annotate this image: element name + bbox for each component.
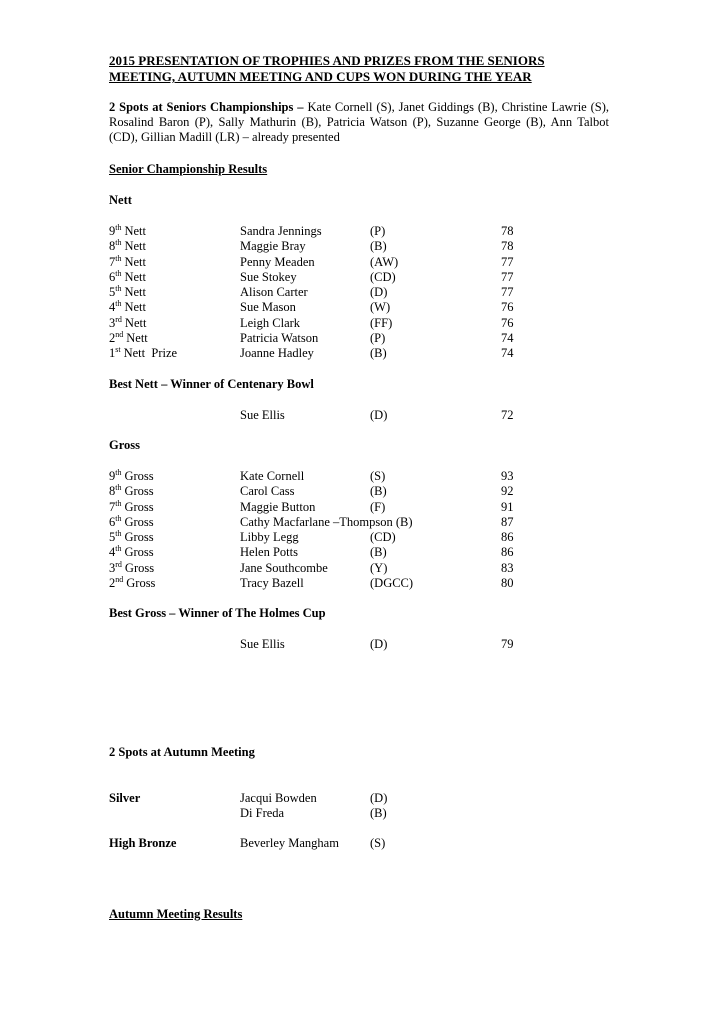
gross-player-name: Libby Legg (240, 530, 299, 545)
nett-club: (W) (370, 300, 391, 315)
nett-heading: Nett (109, 193, 132, 207)
document-title: 2015 PRESENTATION OF TROPHIES AND PRIZES FROM THE SENIORS MEETING, AUTUMN MEETING AND CUPS WON DURING THE YEAR (109, 53, 545, 84)
autumn-results-heading: Autumn Meeting Results (109, 906, 243, 921)
nett-score: 77 (501, 285, 514, 300)
best-nett-name: Sue Ellis (240, 407, 285, 422)
nett-position: 9th Nett (109, 222, 147, 238)
silver-label: Silver (109, 790, 141, 805)
gross-score: 92 (501, 484, 514, 499)
nett-score: 76 (501, 315, 514, 330)
best-nett-club: (D) (370, 407, 388, 422)
nett-player-name: Patricia Watson (240, 331, 319, 346)
nett-club: (B) (370, 346, 387, 361)
gross-player-name: Helen Potts (240, 545, 298, 560)
nett-row (109, 239, 609, 254)
nett-row (109, 346, 609, 361)
silver-row-2 (109, 806, 609, 821)
gross-club: (CD) (370, 530, 396, 545)
gross-player-name: Carol Cass (240, 484, 295, 499)
best-nett-row (109, 408, 609, 423)
best-gross-name: Sue Ellis (240, 637, 285, 652)
gross-club: (DGCC) (370, 576, 414, 591)
gross-score: 86 (501, 545, 514, 560)
nett-club: (P) (370, 331, 386, 346)
gross-position: 6th Gross (109, 513, 154, 529)
gross-row (109, 530, 609, 545)
senior-results-heading: Senior Championship Results (109, 162, 268, 176)
gross-score: 87 (501, 514, 514, 529)
nett-player-name: Sue Mason (240, 300, 296, 315)
gross-player-name: Jane Southcombe (240, 560, 328, 575)
gross-player-name: Kate Cornell (240, 468, 305, 483)
nett-score: 78 (501, 224, 514, 238)
gross-club: (F) (370, 499, 386, 514)
gross-row (109, 545, 609, 560)
silver-row-1 (109, 791, 609, 806)
gross-position: 4th Gross (109, 544, 154, 560)
gross-player-name: Tracy Bazell (240, 576, 304, 591)
gross-row (109, 484, 609, 499)
best-nett-score: 72 (501, 407, 514, 422)
gross-score: 86 (501, 530, 514, 545)
nett-table (109, 224, 609, 362)
gross-club: (Y) (370, 560, 388, 575)
nett-player-name: Penny Meaden (240, 254, 315, 269)
gross-position: 9th Gross (109, 467, 154, 483)
nett-club: (B) (370, 239, 387, 254)
nett-position: 3rd Nett (109, 314, 147, 330)
gross-row (109, 469, 609, 484)
nett-row (109, 316, 609, 331)
nett-position: 7th Nett (109, 253, 147, 269)
nett-position: 8th Nett (109, 238, 147, 254)
nett-club: (AW) (370, 254, 399, 269)
best-nett-heading: Best Nett – Winner of Centenary Bowl (109, 376, 314, 391)
gross-player-name: Maggie Button (240, 499, 316, 514)
nett-position: 2nd Nett (109, 329, 148, 346)
nett-score: 77 (501, 269, 514, 284)
document-page (109, 53, 609, 922)
nett-position: 5th Nett (109, 284, 147, 300)
silver-name-2: Di Freda (240, 805, 285, 820)
gross-club: (B) (370, 545, 387, 560)
gross-position: 7th Gross (109, 498, 154, 514)
nett-club: (FF) (370, 315, 393, 330)
gross-row (109, 500, 609, 515)
nett-position: 4th Nett (109, 299, 147, 315)
best-gross-club: (D) (370, 637, 388, 652)
gross-position: 5th Gross (109, 529, 154, 545)
nett-score: 77 (501, 254, 514, 269)
gross-position: 3rd Gross (109, 559, 155, 575)
silver-name-1: Jacqui Bowden (240, 790, 317, 805)
bronze-label: High Bronze (109, 836, 177, 851)
intro-label: 2 Spots at Seniors Championships – (109, 100, 304, 114)
nett-score: 74 (501, 331, 514, 346)
gross-row (109, 561, 609, 576)
nett-player-name: Joanne Hadley (240, 346, 314, 361)
silver-club-1: (D) (370, 790, 388, 805)
gross-club: (S) (370, 468, 386, 483)
nett-row (109, 255, 609, 270)
nett-score: 74 (501, 346, 514, 361)
gross-position: 2nd Gross (109, 574, 156, 591)
gross-score: 83 (501, 560, 514, 575)
gross-score: 91 (501, 499, 514, 514)
nett-player-name: Alison Carter (240, 285, 308, 300)
gross-heading: Gross (109, 437, 141, 452)
nett-row (109, 224, 609, 239)
bronze-name: Beverley Mangham (240, 836, 339, 851)
nett-club: (D) (370, 285, 388, 300)
autumn-heading: 2 Spots at Autumn Meeting (109, 744, 255, 759)
nett-score: 76 (501, 300, 514, 315)
nett-player-name: Leigh Clark (240, 315, 301, 330)
nett-row (109, 285, 609, 300)
nett-player-name: Sandra Jennings (240, 224, 322, 238)
nett-player-name: Maggie Bray (240, 239, 306, 254)
best-gross-heading: Best Gross – Winner of The Holmes Cup (109, 606, 326, 621)
gross-club: (B) (370, 484, 387, 499)
gross-table (109, 469, 609, 591)
nett-position: 6th Nett (109, 268, 147, 284)
gross-score: 93 (501, 468, 514, 483)
intro-paragraph (109, 100, 609, 145)
nett-club: (CD) (370, 269, 396, 284)
nett-position: 1st Nett Prize (109, 345, 178, 361)
gross-row (109, 576, 609, 591)
silver-club-2: (B) (370, 805, 387, 820)
bronze-club: (S) (370, 836, 386, 851)
nett-player-name: Sue Stokey (240, 269, 297, 284)
gross-position: 8th Gross (109, 483, 154, 499)
intro-text: Kate Cornell (S), Janet Giddings (B), Christine Lawrie (S), Rosalind Baron (P), Sally Mathurin (B), Patricia Watson (P), Suzanne George (B), Ann Talbot (CD), Gillian Madill (LR) – already presented (109, 100, 610, 144)
nett-row (109, 331, 609, 346)
gross-score: 80 (501, 576, 514, 591)
bronze-row (109, 836, 609, 851)
gross-player-name: Cathy Macfarlane –Thompson (B) (240, 514, 413, 529)
nett-club: (P) (370, 224, 386, 238)
gross-row (109, 515, 609, 530)
nett-score: 78 (501, 239, 514, 254)
best-gross-row (109, 637, 609, 652)
best-gross-score: 79 (501, 637, 514, 652)
nett-row (109, 300, 609, 315)
nett-row (109, 270, 609, 285)
